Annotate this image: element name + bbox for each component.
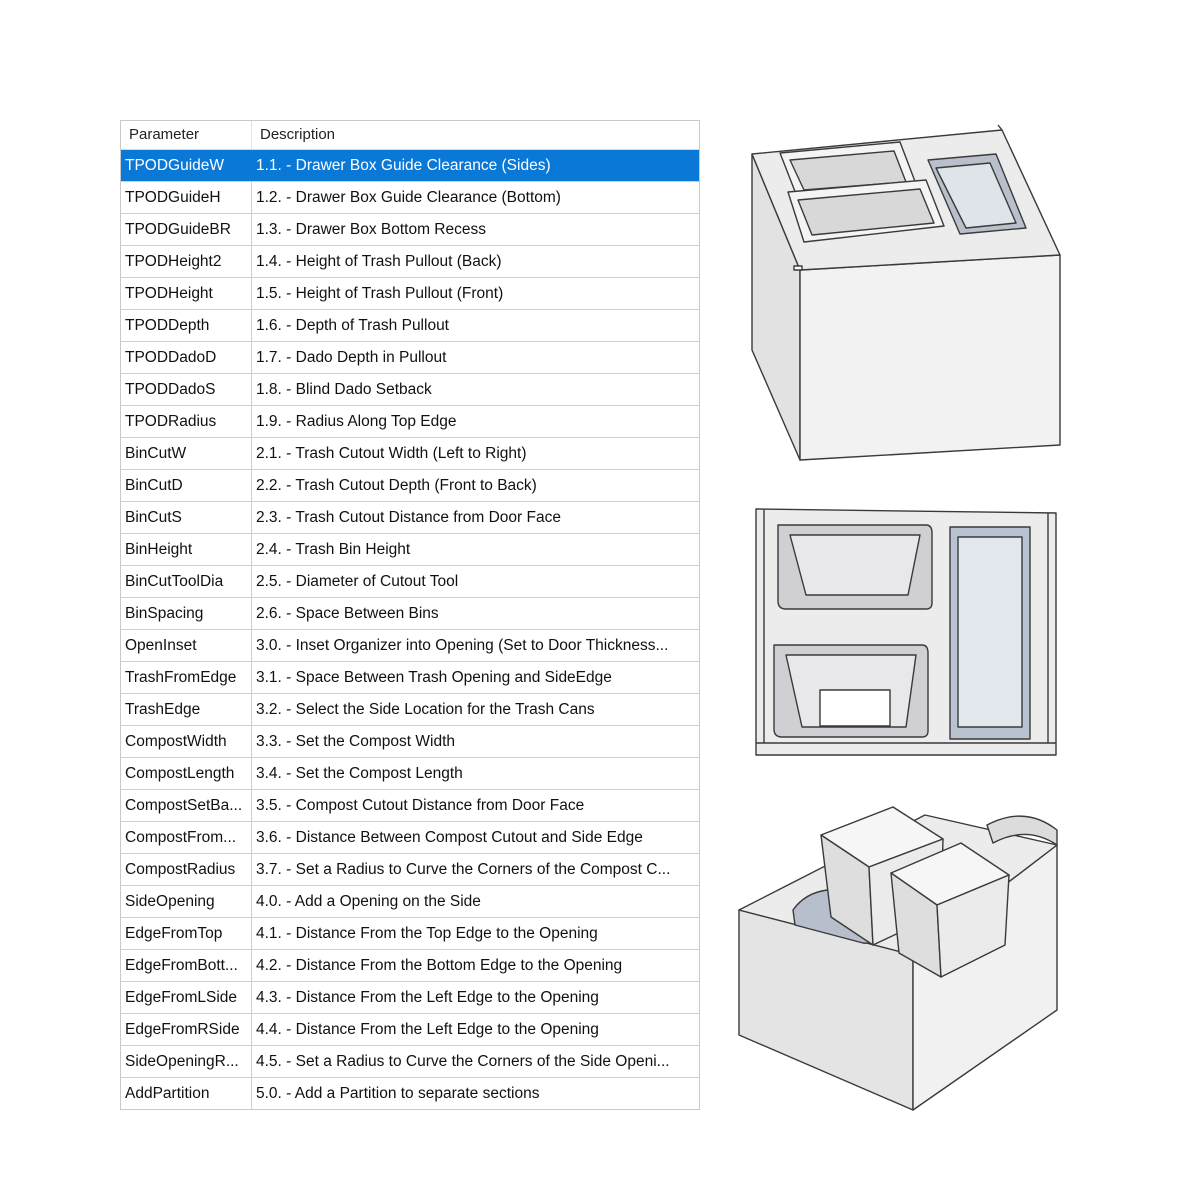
- header-description[interactable]: Description: [260, 126, 336, 143]
- table-row[interactable]: [121, 470, 699, 502]
- description-cell[interactable]: 2.2. - Trash Cutout Depth (Front to Back): [256, 477, 537, 494]
- table-header: [121, 121, 699, 150]
- description-cell[interactable]: 1.4. - Height of Trash Pullout (Back): [256, 253, 502, 270]
- parameter-cell[interactable]: OpenInset: [121, 630, 252, 661]
- description-cell[interactable]: 3.7. - Set a Radius to Curve the Corners of the Compost C...: [256, 861, 671, 878]
- parameter-cell[interactable]: CompostLength: [121, 758, 252, 789]
- table-row[interactable]: [121, 950, 699, 982]
- description-cell[interactable]: 3.1. - Space Between Trash Opening and SideEdge: [256, 669, 612, 686]
- table-row[interactable]: [121, 886, 699, 918]
- parameter-cell[interactable]: BinCutD: [121, 470, 252, 501]
- cabinet-top-view: [750, 505, 1065, 760]
- description-cell[interactable]: 3.6. - Distance Between Compost Cutout and Side Edge: [256, 829, 643, 846]
- table-row[interactable]: [121, 342, 699, 374]
- parameter-cell[interactable]: CompostWidth: [121, 726, 252, 757]
- table-row[interactable]: [121, 246, 699, 278]
- header-parameter[interactable]: Parameter: [121, 121, 252, 149]
- table-row[interactable]: [121, 374, 699, 406]
- table-row[interactable]: [121, 694, 699, 726]
- table-row[interactable]: [121, 758, 699, 790]
- parameter-cell[interactable]: TPODDepth: [121, 310, 252, 341]
- description-cell[interactable]: 1.6. - Depth of Trash Pullout: [256, 317, 449, 334]
- parameter-cell[interactable]: TPODGuideW: [121, 150, 252, 181]
- table-row[interactable]: [121, 854, 699, 886]
- parameter-cell[interactable]: TPODHeight: [121, 278, 252, 309]
- parameter-cell[interactable]: AddPartition: [121, 1078, 252, 1109]
- parameter-cell[interactable]: BinSpacing: [121, 598, 252, 629]
- description-cell[interactable]: 4.1. - Distance From the Top Edge to the Opening: [256, 925, 598, 942]
- description-cell[interactable]: 2.1. - Trash Cutout Width (Left to Right): [256, 445, 527, 462]
- table-row[interactable]: [121, 182, 699, 214]
- parameter-cell[interactable]: CompostRadius: [121, 854, 252, 885]
- description-cell[interactable]: 4.3. - Distance From the Left Edge to the Opening: [256, 989, 599, 1006]
- table-row[interactable]: [121, 1078, 699, 1109]
- table-row[interactable]: [121, 598, 699, 630]
- parameter-cell[interactable]: TPODDadoD: [121, 342, 252, 373]
- description-cell[interactable]: 2.3. - Trash Cutout Distance from Door Face: [256, 509, 561, 526]
- description-cell[interactable]: 3.5. - Compost Cutout Distance from Door Face: [256, 797, 585, 814]
- table-row[interactable]: [121, 1046, 699, 1078]
- description-cell[interactable]: 1.8. - Blind Dado Setback: [256, 381, 432, 398]
- cabinet-side-opening-view: [735, 785, 1065, 1115]
- table-body: [121, 150, 699, 1109]
- table-row[interactable]: [121, 438, 699, 470]
- table-row[interactable]: [121, 790, 699, 822]
- parameter-cell[interactable]: TPODRadius: [121, 406, 252, 437]
- table-row[interactable]: [121, 982, 699, 1014]
- description-cell[interactable]: 3.3. - Set the Compost Width: [256, 733, 456, 750]
- table-row[interactable]: [121, 310, 699, 342]
- parameter-cell[interactable]: SideOpening: [121, 886, 252, 917]
- parameter-cell[interactable]: BinCutS: [121, 502, 252, 533]
- table-row[interactable]: [121, 214, 699, 246]
- parameter-cell[interactable]: TPODGuideBR: [121, 214, 252, 245]
- description-cell[interactable]: 4.2. - Distance From the Bottom Edge to the Opening: [256, 957, 623, 974]
- parameter-cell[interactable]: CompostSetBa...: [121, 790, 252, 821]
- parameter-cell[interactable]: EdgeFromRSide: [121, 1014, 252, 1045]
- description-cell[interactable]: 1.5. - Height of Trash Pullout (Front): [256, 285, 504, 302]
- description-cell[interactable]: 4.5. - Set a Radius to Curve the Corners of the Side Openi...: [256, 1053, 670, 1070]
- parameter-table: [120, 120, 700, 1110]
- description-cell[interactable]: 1.9. - Radius Along Top Edge: [256, 413, 457, 430]
- cabinet-top-perspective-view: [740, 120, 1080, 465]
- parameter-cell[interactable]: TPODDadoS: [121, 374, 252, 405]
- parameter-cell[interactable]: TPODHeight2: [121, 246, 252, 277]
- description-cell[interactable]: 3.4. - Set the Compost Length: [256, 765, 463, 782]
- parameter-cell[interactable]: CompostFrom...: [121, 822, 252, 853]
- description-cell[interactable]: 1.7. - Dado Depth in Pullout: [256, 349, 447, 366]
- description-cell[interactable]: 5.0. - Add a Partition to separate sections: [256, 1085, 540, 1102]
- table-row[interactable]: [121, 150, 699, 182]
- table-row[interactable]: [121, 630, 699, 662]
- parameter-cell[interactable]: EdgeFromLSide: [121, 982, 252, 1013]
- parameter-cell[interactable]: EdgeFromBott...: [121, 950, 252, 981]
- description-cell[interactable]: 2.6. - Space Between Bins: [256, 605, 439, 622]
- table-row[interactable]: [121, 726, 699, 758]
- table-row[interactable]: [121, 918, 699, 950]
- description-cell[interactable]: 4.0. - Add a Opening on the Side: [256, 893, 481, 910]
- parameter-cell[interactable]: BinCutW: [121, 438, 252, 469]
- parameter-cell[interactable]: SideOpeningR...: [121, 1046, 252, 1077]
- table-row[interactable]: [121, 502, 699, 534]
- description-cell[interactable]: 4.4. - Distance From the Left Edge to the Opening: [256, 1021, 599, 1038]
- table-row[interactable]: [121, 822, 699, 854]
- parameter-cell[interactable]: TrashFromEdge: [121, 662, 252, 693]
- table-row[interactable]: [121, 1014, 699, 1046]
- description-cell[interactable]: 1.1. - Drawer Box Guide Clearance (Sides): [256, 157, 551, 174]
- parameter-cell[interactable]: BinHeight: [121, 534, 252, 565]
- table-row[interactable]: [121, 566, 699, 598]
- table-row[interactable]: [121, 406, 699, 438]
- description-cell[interactable]: 1.3. - Drawer Box Bottom Recess: [256, 221, 486, 238]
- parameter-cell[interactable]: BinCutToolDia: [121, 566, 252, 597]
- parameter-cell[interactable]: TrashEdge: [121, 694, 252, 725]
- description-cell[interactable]: 2.5. - Diameter of Cutout Tool: [256, 573, 459, 590]
- table-row[interactable]: [121, 534, 699, 566]
- description-cell[interactable]: 3.0. - Inset Organizer into Opening (Set to Door Thickness...: [256, 637, 669, 654]
- parameter-cell[interactable]: TPODGuideH: [121, 182, 252, 213]
- parameter-cell[interactable]: EdgeFromTop: [121, 918, 252, 949]
- table-row[interactable]: [121, 662, 699, 694]
- description-cell[interactable]: 3.2. - Select the Side Location for the Trash Cans: [256, 701, 595, 718]
- description-cell[interactable]: 2.4. - Trash Bin Height: [256, 541, 411, 558]
- description-cell[interactable]: 1.2. - Drawer Box Guide Clearance (Bottom): [256, 189, 561, 206]
- table-row[interactable]: [121, 278, 699, 310]
